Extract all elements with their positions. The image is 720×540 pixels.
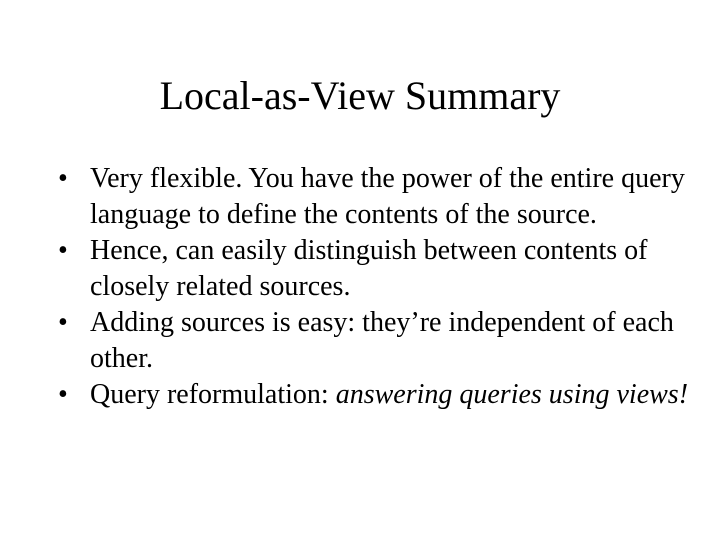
bullet-item [58,377,688,413]
bullet-item [58,233,688,305]
bullet-icon: • [58,379,68,410]
bullet-text: Very flexible. You have the power of the entire query language to define the contents of the source. [90,163,685,230]
bullet-text: Hence, can easily distinguish between contents of closely related sources. [90,235,648,302]
bullet-text: Query reformulation: [90,379,336,410]
bullet-item [58,161,688,233]
bullet-text: Adding sources is easy: they’re independent of each other. [90,307,674,374]
bullet-icon: • [58,163,68,194]
bullet-icon: • [58,235,68,266]
bullet-item [58,305,688,377]
bullet-list [58,161,688,413]
bullet-icon: • [58,307,68,338]
slide-title: Local-as-View Summary [159,73,561,118]
bullet-emphasis-text: answering queries using views! [335,379,689,410]
